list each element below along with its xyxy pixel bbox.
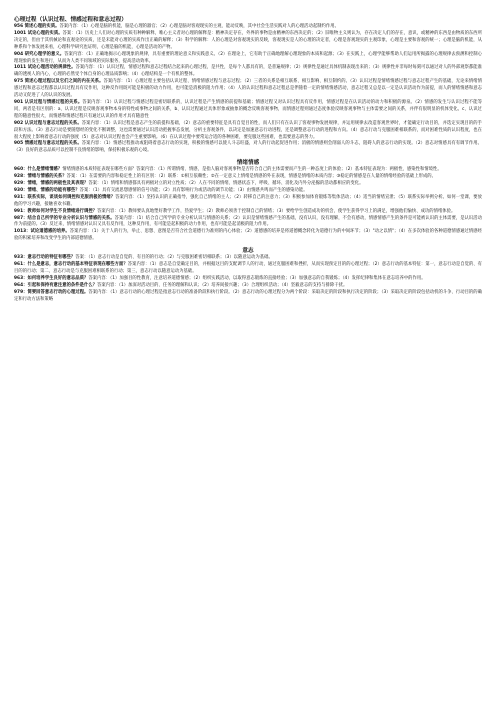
answer-text: 答案内容：（1）正确地揭示心理现象的规律，具有重要的理论意义和实践意义。（2）在理论上，它有助于正确地理解心理现象的本质和起源；（3）在实践上，心理学能够帮助人们运用所揭露的心理规律去预测和控制心理现象的发生和进行，从而为人类不同领域的实际服务，提高活动效率。 bbox=[14, 51, 482, 64]
answer-text: 答案内容：（1）意志是自觉确定目的，并根据这目的支配调节人的行动，通过克服困难和挫折，从而实现预定目的的心理过程；（2）意志行动的基本特征：第一，意志行动是自觉的、有目的的行动；第二，意志行动是与克服困难相联系的行动；第三，意志行动以随意运动为基础。 bbox=[14, 262, 483, 274]
answer-text: 答案内容：（1）意志行动的心理过程是指意志行动的准备阶段和执行阶段。（2）意志行动的心理过程分为两个阶段：采取决定的阶段和执行决定的阶段；（3）采取决定的阶段包括动机的斗争、行动目的的确定和行动方法和策略 bbox=[14, 289, 482, 302]
answer-text: 答案内容：（1）心理是脑的机能，脑是心理的器官；（2）心理是脑对客观现实的主观、能动反映，其中社会生活实践对人的心理活动起制约作用。 bbox=[59, 24, 339, 29]
qa-paragraph bbox=[14, 121, 482, 142]
question-title: 991：教师如何对学生不良情绪进行调控？ bbox=[14, 208, 98, 214]
answer-text: 答案内容：（1）加强目的性教育，注意培养道德情感；（2）组织实践活动，以取得意志锻炼的直接经验；（3）加强意志的自我锻炼；（4）发挥纪律和集体在意志培养中的作用。 bbox=[88, 275, 426, 281]
qa-paragraph bbox=[14, 188, 482, 195]
question-title: 975 简述心理过程以及它们之间的内在关系。 bbox=[14, 79, 104, 85]
qa-paragraph bbox=[14, 209, 482, 216]
answer-text: 答案：（1）情绪和情感都具有两极对立的对立性质；（2）人在不同的情绪、情感状态下，呼吸、循环、消化及内外分泌腺的活动都相应的变化。 bbox=[88, 181, 364, 187]
answer-text: 答案内容：（1）结合自己所学的专业分析认识与情感的关系；（2）认识是情绪情感产生的基础，没有认识，没有理解，不会有感动，情感情感产生的条件是可能被认识的主体需要，是认识活动作为前提的。（3）反过来，情绪情感对认识又具有反作用，这种反作用，有可能是起积极的动力作用，也有可能是起消极的阻力作用。 bbox=[14, 215, 482, 228]
qa-paragraph bbox=[14, 100, 482, 121]
qa-paragraph bbox=[14, 52, 482, 66]
answer-text: 答案内容：（1）坚持认识的正确指导，强化自己情绪的主人；（2）转移自己的注意力；（3）积极参加体育锻炼等集体活动；（4）适当的情绪宣泄；（5）联系实际举例分析。如何一堂课，要放他的学习兴趣，接触喜欢书籍。 bbox=[14, 194, 482, 207]
answer-text: 答案：（1）意志行动是自觉的、有目的的行动；（2）与克服困难密切相联系；（3）以随意运动为基础。 bbox=[75, 255, 273, 261]
answer-text: 答案内容：（1）情感过程推动或阻碍着意志行动的实现，积极的情感可以使人斗志旺盛，对人的行动起促进作用；消极的情感则会削弱人的斗志，阻碍人的意志行动的实现。（2）意志对情感具有有调节作用。（3）良好的意志品质可以控制不良情绪的影响，保持积极乐观的心境。 bbox=[14, 141, 482, 154]
question-title: 931：联系实际，谈谈如何调控和克服消极的情绪？ bbox=[14, 194, 116, 200]
qa-paragraph bbox=[14, 174, 482, 181]
question-title: 960：什么是情绪情感？ bbox=[14, 167, 63, 173]
question-title: 1013：试论道德感的培养。 bbox=[14, 229, 70, 235]
section-title: 意志 bbox=[242, 248, 254, 255]
question-title: 929：情绪，情感的两极性及其表现？ bbox=[14, 181, 89, 187]
question-title: 933：意志行动的特征有哪些？ bbox=[14, 255, 76, 261]
question-title: 928：情绪与情感的关系？ bbox=[14, 174, 67, 180]
section bbox=[14, 16, 482, 155]
answer-text: 答案内容：（1）认识过程，情感过程和意志过程结合起来的心理过程，是共性，是每个人都具有的，是普遍规律；（2）规律性是通过具体机制表现出来的；（3）规律性并非每时每刻可以通过对人的外部观察都能准确的透视人的内心，心理的必然受个体自身的心理品质影响；（4）心理结构是一个有机的整体。 bbox=[14, 65, 482, 78]
question-title: 904 研究心理学的意义。 bbox=[14, 51, 65, 57]
qa-paragraph bbox=[14, 24, 482, 31]
question-title: 902 认识过程与意志过程的关系。 bbox=[14, 120, 82, 126]
question-title: 1011 试论心理活动的规律性。 bbox=[14, 65, 76, 71]
answer-text: 答案内容：（1）教师要认真地塑好教学工作，热爱学生；（2）教师必须善于控制自己的情绪；（3）要给学生创造成功的机会，使学生获得学习上的满足，增强他们愉快、成功的情绪体验。 bbox=[97, 208, 456, 214]
section bbox=[14, 247, 482, 303]
answer-text: 答案内容：（1）加深对活动目的、任务的理解和认识；（2）培养间接兴趣；（3）合理组织活动；（4）坚毅意志的支持与排除干扰。 bbox=[97, 282, 348, 288]
question-title: 1001 试论心理的实质。 bbox=[14, 30, 63, 36]
question-title: 963：如何培养学生良好的意志品质？ bbox=[14, 275, 89, 281]
section-title: 情绪情感 bbox=[236, 160, 260, 167]
qa-paragraph bbox=[14, 79, 482, 100]
question-title: 964：引起和保持有意注意的条件是什么？ bbox=[14, 282, 98, 288]
section bbox=[14, 159, 482, 243]
answer-text: 答案内容：（1）关于人的行为，举止、思想、意图是否符合社会道德行为准则的内心体验；（2）道德感的培养是将道德概念转化为道德行为的中间环节；（3）"动之以情"；（4）在多次体验的各种道德情感通过情感经验的积累培养和改变学生的内部道德情感。 bbox=[14, 229, 482, 242]
qa-paragraph bbox=[14, 65, 482, 79]
qa-paragraph bbox=[14, 195, 482, 209]
answer-text: 答案：（1）具有交流思想感情的信号功能；（2）具有影响行为或活动的调节功能；（3）由情感共鸣而产生的感染功能。 bbox=[79, 187, 308, 193]
qa-paragraph bbox=[14, 31, 482, 52]
answer-text: 答案内容：（1）认识过程与情感过程是密切联系的，认识过程是产生情感的前提和基础；情感过程又对认识过程具有反作用，情感过程是在认识活动的动力和积极的源泉。（2）情感的发生与认识过程不能等同，两者是有区别的：a、认识过程是反映客观事物本身的特性或事物之间的关系，b、认识过程通过具体形象或抽象的概念反映客观事物，而情感过程则通过态度体验反映客观事物与主体需要之间的关系，并伴有很明显的机体变化。c、认识过程的随意性很大，而情感和情感过程只有通过认识的作用才具有随意性 bbox=[14, 99, 482, 119]
qa-paragraph bbox=[14, 262, 482, 276]
answer-text: 答案：（1）在需要的内容和稳定性上的有区别：（2）联系：①相互依赖性；②在一定意义上情绪是情感的外在表现，情感是情绪的本质内容；③稳定的情感是在人量的情绪经验的基础上形成的。 bbox=[66, 174, 437, 180]
answer-text: 情绪情感的本质特征表现在哪些方面？答案内容：（1）所谓情绪、情感，是指人脑对客观事物是否符合自己的主体需要而产生的一种态度上的体验；（2）基本特征表现为：两极性、感染性和情境性。 bbox=[62, 167, 442, 173]
question-title: 961：什么是意志，意志行动的基本特征表现在哪些方面？ bbox=[14, 262, 128, 268]
qa-paragraph bbox=[14, 229, 482, 243]
question-title: 901 认识过程与情感过程的关系。 bbox=[14, 99, 83, 105]
question-title: 930：情绪、情感的动能有哪些？ bbox=[14, 187, 80, 193]
answer-text: 答案：（1）历史上人们对心理的实质有种种解释，唯心主义者对心理的解释是：精神决定存在，外界的事物是由精神的东西决定的；（2）旧唯物主义则认为，存在决定人们的存在，意识，或精神的东西是由物质的东西所决定的，但由于其机械论和直观论的实质，还是未能对心理的实质作出正确的解释；（3）科学的解释：人的心理是对客观现实的反映，客观现实是人的心理的决定者，心理是客观现实的主观印象，心理是主要和客观的统一；心理是脑的机能，从种系和个体发展来看，心理科学研究也证明，心理是脑的机能，心理是活动的产物。 bbox=[14, 30, 482, 50]
qa-paragraph bbox=[14, 141, 482, 155]
question-title: 979：简要回答意志行动的心理过程。 bbox=[14, 289, 89, 295]
answer-text: 答案内容：（1）心理过程主要包括认识过程、情绪情感过程与意志过程；（2）三者的关系是相互联系、相互影响、相互制约的。（3）认识过程是情绪情感过程与意志过程产生的基础，无论来情绪情感过程和意志过程都以认识过程具有反作用，这种反作用既可能是积极的动力作用，也可能是消极的阻力作用；（4）人的认识过程和意志过程总是伴随着一定的情绪情感活动，意志过程又总是以一定是认识活动作为前提，而人的情绪情感和意志活动又促进了人的认识的发展。 bbox=[14, 79, 482, 99]
question-title: 956 简述心理的实质。 bbox=[14, 24, 60, 29]
qa-paragraph bbox=[14, 216, 482, 230]
qa-paragraph bbox=[14, 181, 482, 188]
qa-paragraph bbox=[14, 283, 482, 290]
answer-text: 答案内容：（1）认识过程是意志产生的前提和基础，（2）意志的重要特征是具有自觉目的性，而人们只有在认识了客观事物发展规律，并运用规律去改造客观世界时，才能确定行动目的，并选定实现目的的手段和方法。（3）意志行动是要随想经的变化不断调整，这也需要通过认识活动把握事态发展，分析主客观条件，以决定是加速意志行动进程，还是调整意志行动的进程和方向。（4）意志行动与克服困难相联系的，而对困难性质的认识程度，也在很大程度上影响着意志行动的强度（5）意志对认识过程也会产生重要影响。（6）在认识过程中要常运合适的各种困难，要克服这些困难，也需要意志的努力。 bbox=[14, 120, 482, 140]
question-title: 905 情感过程与意志过程的关系。 bbox=[14, 141, 82, 147]
section-title: 心理过程（认识过程、情感过程和意志过程） bbox=[14, 17, 127, 23]
question-title: 987：结合自己所学的专业分析认识与情感的关系。 bbox=[14, 215, 115, 221]
qa-paragraph bbox=[14, 290, 482, 304]
qa-paragraph bbox=[14, 276, 482, 283]
